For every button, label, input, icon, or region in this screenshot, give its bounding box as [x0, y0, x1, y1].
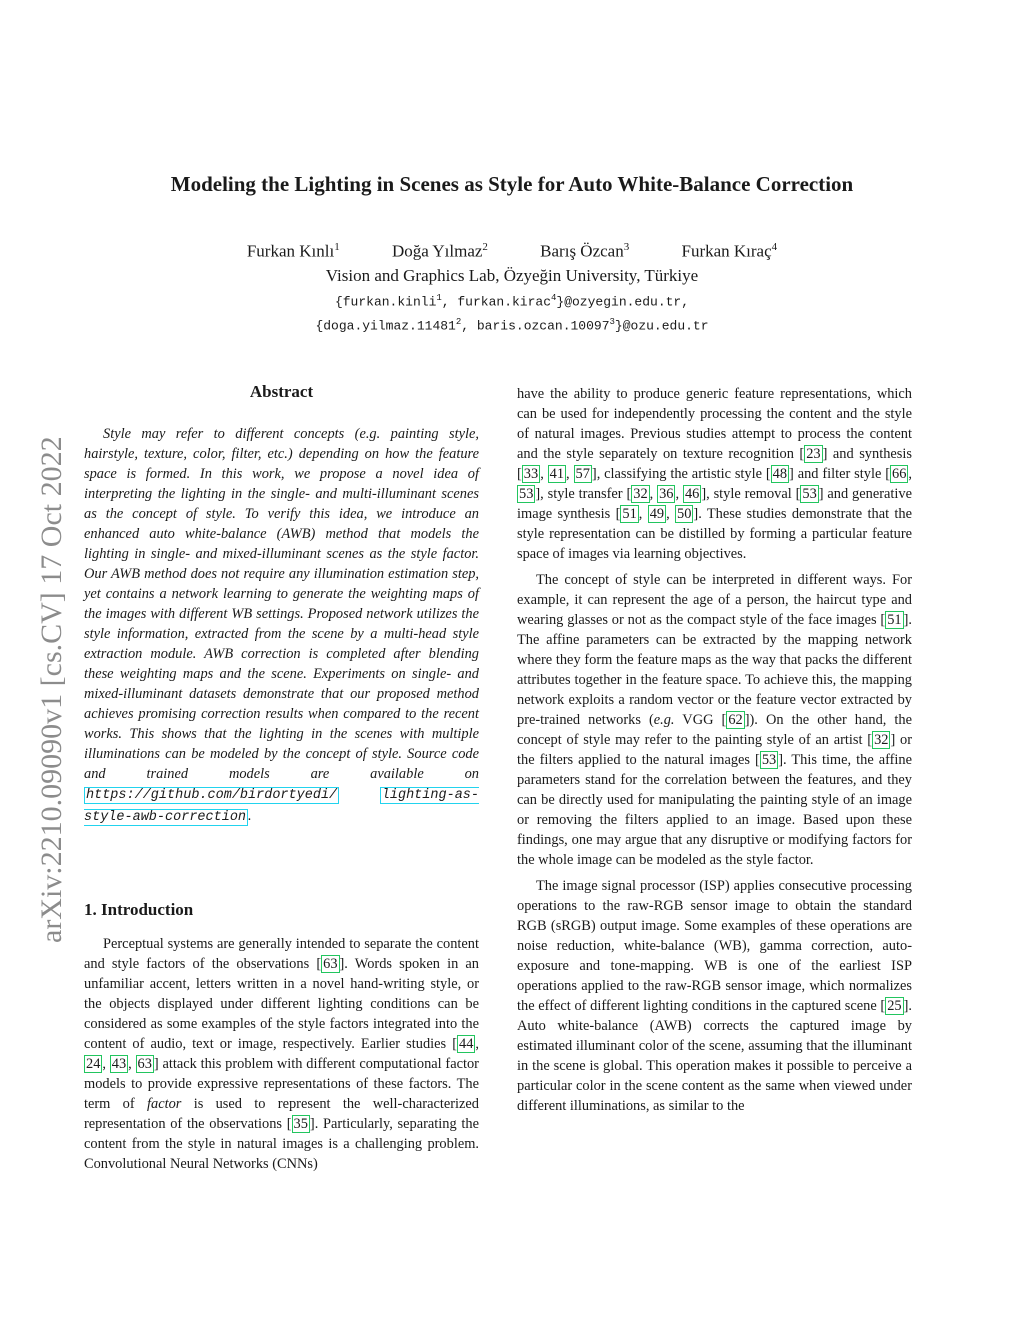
citation-link[interactable]: 49: [649, 506, 665, 522]
paper-title: Modeling the Lighting in Scenes as Style for Auto White-Balance Correction: [170, 172, 854, 196]
affiliation: Vision and Graphics Lab, Özyeğin University, Türkiye: [325, 266, 699, 285]
paragraph: The image signal processor (ISP) applies consecutive processing operations to the raw-RGB sensor image to obtain the standard RGB (sRGB) output image. Some examples of these operations are noise reduction, white-balance (WB), gamma correction, auto-exposure and tone-mapping. WB is one of the earliest ISP operations applied to the raw-RGB sensor image, which normalizes the effect of different lighting conditions in the captured scene [ 25 ]. Auto white-balance (AWB) corrects the captured image by estimated illuminant color of the scene, assuming that the illuminant in the scene is global. This operation makes it possible to perceive a particular color in the scene content as the same when viewed under different illuminations, as similar to the: [517, 878, 912, 1114]
citation-link[interactable]: 63: [137, 1056, 152, 1072]
github-link[interactable]: lighting-as-style-awb-correction: [84, 788, 479, 825]
citation-link[interactable]: 46: [684, 486, 700, 502]
abstract-body: Style may refer to different concepts (e.g. painting style, hairstyle, texture, color, filter, etc.) depending on how the feature space is formed. In this work, we propose a novel idea of interpreting the lighting in the single- and multi-illuminant scenes as the concept of style. To verify this idea, we introduce an enhanced auto white-balance (AWB) method that models the lighting in single- and mixed-illuminant scenes as the style factor. Our AWB method does not require any illumination estimation step, yet contains a network learning to generate the weighting maps of the images with different WB settings. Proposed network utilizes the style information, extracted from the scene by a multi-head style extraction module. AWB correction is completed after blending these weighting maps and the scene. Experiments on single- and mixed-illuminant datasets demonstrate that our proposed method achieves promising correction results when compared to the recent works. This shows that the lighting in the scenes with multiple illuminations can be modeled by the concept of style. Source code and trained models are available on https://github.com/birdortyedi/ lighting-as-style-awb-correction .: [84, 426, 479, 825]
citation-link[interactable]: 43: [111, 1056, 127, 1072]
citation-link[interactable]: 41: [549, 466, 565, 482]
intro-paragraph: Perceptual systems are generally intended to separate the content and style factors of the observations [ 63 ]. Words spoken in an unfamiliar accent, letters written in a novel hand-writing style, or the objects displayed under different lighting conditions can be considered as some examples of the style factors integrated into the content of audio, text or image, respectively. Earlier studies [ 44 , 24 , 43 , 63 ] attack this problem with different computational factor models to provide expressive representations of these factors. The term of factor is used to represent the well-characterized representation of the observations [ 35 ]. Particularly, separating the content from the style in natural images is a challenging problem. Convolutional Neural Networks (CNNs): [84, 936, 480, 1172]
citation-link[interactable]: 51: [887, 612, 902, 628]
citation-link[interactable]: 62: [728, 712, 743, 728]
citation-link[interactable]: 23: [806, 446, 821, 462]
citation-link[interactable]: 53: [519, 486, 534, 502]
author: Doğa Yılmaz$^2$: [391, 241, 488, 261]
email-line: {furkan.kinli$^1$, furkan.kirac$^4$}@ozyegin.edu.tr,: [334, 293, 690, 310]
citation-link[interactable]: 66: [892, 466, 907, 482]
author-list: [0, 241, 1024, 262]
citation-link[interactable]: 53: [802, 486, 817, 502]
section-heading: 1. Introduction: [84, 900, 194, 919]
citation-link[interactable]: 32: [633, 486, 648, 502]
citation-link[interactable]: 32: [874, 732, 889, 748]
author: Furkan Kınlı$^1$: [246, 241, 340, 261]
github-link[interactable]: https://github.com/birdortyedi/: [86, 788, 338, 803]
citation-link[interactable]: 24: [86, 1056, 101, 1072]
citation-link[interactable]: 53: [761, 752, 777, 768]
citation-link[interactable]: 51: [622, 506, 637, 522]
author: Barış Özcan$^3$: [540, 241, 630, 261]
arxiv-identifier: arXiv:2210.09090v1 [cs.CV] 17 Oct 2022: [35, 436, 68, 943]
citation-link[interactable]: 25: [887, 998, 902, 1014]
citation-link[interactable]: 33: [523, 466, 539, 482]
paragraph: The concept of style can be interpreted in different ways. For example, it can represent the age of a person, the haircut type and wearing glasses or not as the compact style of the face images [ 51 ]. The affine parameters can be extracted by the mapping network where they form the feature maps as the way that packs the different attributes together in the feature space. To achieve this, the mapping network exploits a random vector or the feature vector extracted by pre-trained networks (e.g. VGG [ 62 ]). On the other hand, the concept of style may refer to the painting style of an artist [ 32 ] or the filters applied to the natural images [ 53 ]. This time, the affine parameters stand for the correlation between the features, and they can be directly used for manipulating the painting style of an image or removing the filters applied to an image. Based upon these findings, one may argue that any disruptive or modifying factors for the whole image can be modeled as the style factor.: [517, 572, 912, 868]
author: Furkan Kıraç$^4$: [681, 241, 778, 261]
citation-link[interactable]: 57: [575, 466, 590, 482]
right-column: [517, 384, 912, 1116]
citation-link[interactable]: 48: [772, 466, 788, 482]
citation-link[interactable]: 63: [323, 956, 338, 972]
citation-link[interactable]: 36: [659, 486, 674, 502]
citation-link[interactable]: 44: [459, 1036, 474, 1052]
citation-link[interactable]: 50: [677, 506, 692, 522]
abstract-heading: Abstract: [249, 382, 314, 401]
paragraph: have the ability to produce generic feature representations, which can be used for independently processing the content and the style of natural images. Previous studies attempt to process the content and the style separately on texture recognition [ 23 ] and synthesis [ 33 , 41 , 57 ], classifying the artistic style [ 48 ] and filter style [ 66 , 53 ], style transfer [ 32 , 36 , 46 ], style removal [ 53 ] and generative image synthesis [ 51 , 49 , 50 ]. These studies demonstrate that the style representation can be distilled by forming a particular feature space of images via learning objectives.: [517, 386, 913, 562]
citation-link[interactable]: 35: [293, 1116, 308, 1132]
email-line: {doga.yilmaz.11481$^2$, baris.ozcan.10097$^3$}@ozu.edu.tr: [315, 317, 709, 334]
